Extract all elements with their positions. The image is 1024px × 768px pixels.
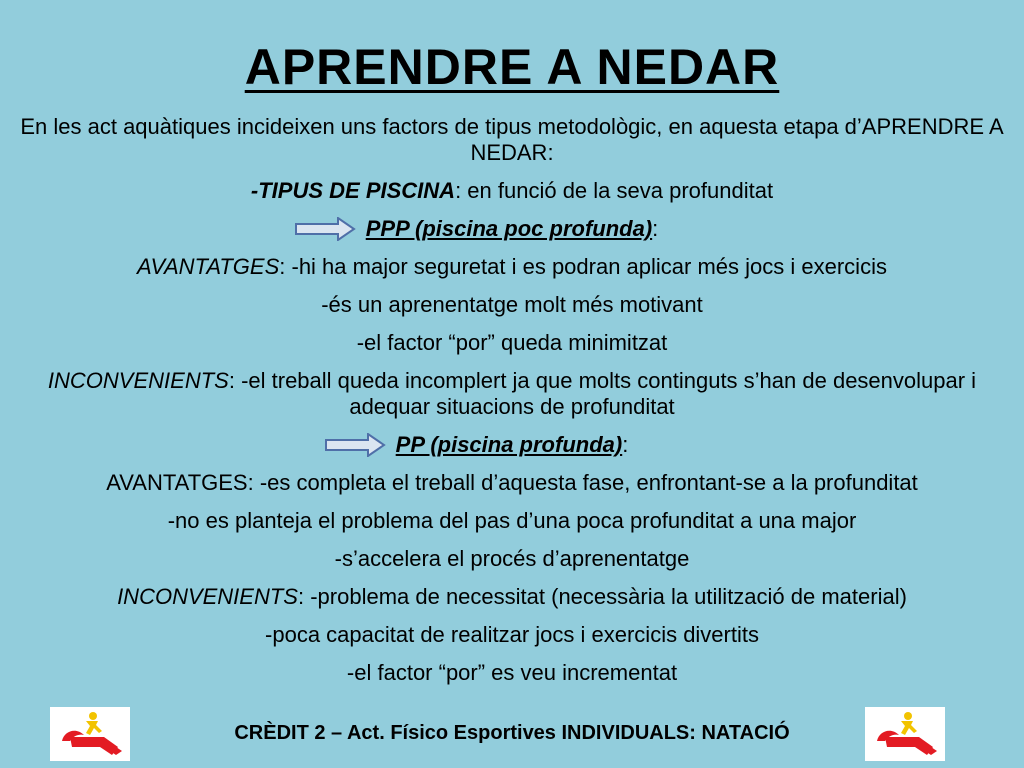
swimmer-logo-icon [865,707,945,761]
ppp-inconvenients-1 [20,368,1004,420]
ppp-avantatges-1 [20,254,1004,280]
ppp-heading-line [20,216,1004,242]
ppp-avantatges-2: -és un aprenentatge molt més motivant [321,292,703,317]
pp-inconvenients-2: -poca capacitat de realitzar jocs i exercicis divertits [265,622,759,647]
slide-title-text: APRENDRE A NEDAR [244,39,780,95]
pp-avantatges-3: -s’accelera el procés d’aprenentatge [334,546,690,571]
ppp-inconvenients-text-1: : -el treball queda incomplert ja que molts continguts s’han de desenvolupar i adequar situacions de profunditat [228,368,977,419]
ppp-avantatges-3: -el factor “por” queda minimitzat [356,330,668,355]
slide-title [0,38,1024,96]
pp-heading-wrap [396,432,629,458]
ppp-avantatges-text-1: : -hi ha major seguretat i es podran aplicar més jocs i exercicis [279,254,887,279]
right-arrow-icon [294,217,356,241]
pp-heading-colon: : [622,432,629,457]
ppp-inconvenients-label: INCONVENIENTS [47,368,229,393]
pp-inconvenients-text-1: : -problema de necessitat (necessària la utilització de material) [297,584,907,609]
pp-inconvenients-1 [20,584,1004,610]
pp-inconvenients-3: -el factor “por” es veu incrementat [346,660,678,685]
intro-paragraph: En les act aquàtiques incideixen uns factors de tipus metodològic, en aquesta etapa d’APRENDRE A NEDAR: [20,114,1004,165]
pp-heading: PP (piscina profunda) [395,432,623,457]
ppp-heading: PPP (piscina poc profunda) [365,216,653,241]
pp-heading-line [20,432,1004,458]
pp-avantatges-1: AVANTATGES: -es completa el treball d’aquesta fase, enfrontant-se a la profunditat [106,470,918,495]
ppp-heading-wrap [366,216,659,242]
ppp-avantatges-label: AVANTATGES [137,254,280,279]
tipus-text: : en funció de la seva profunditat [455,178,774,203]
ppp-heading-colon: : [652,216,659,241]
pp-avantatges-2: -no es planteja el problema del pas d’una poca profunditat a una major [167,508,857,533]
tipus-label: -TIPUS DE PISCINA [250,178,456,203]
swimmer-logo-right [865,707,945,761]
footer-text: CRÈDIT 2 – Act. Físico Esportives INDIVIDUALS: NATACIÓ [234,722,790,744]
slide-body [20,114,1004,686]
tipus-line [20,178,1004,204]
pp-inconvenients-label: INCONVENIENTS [117,584,298,609]
right-arrow-icon [324,433,386,457]
